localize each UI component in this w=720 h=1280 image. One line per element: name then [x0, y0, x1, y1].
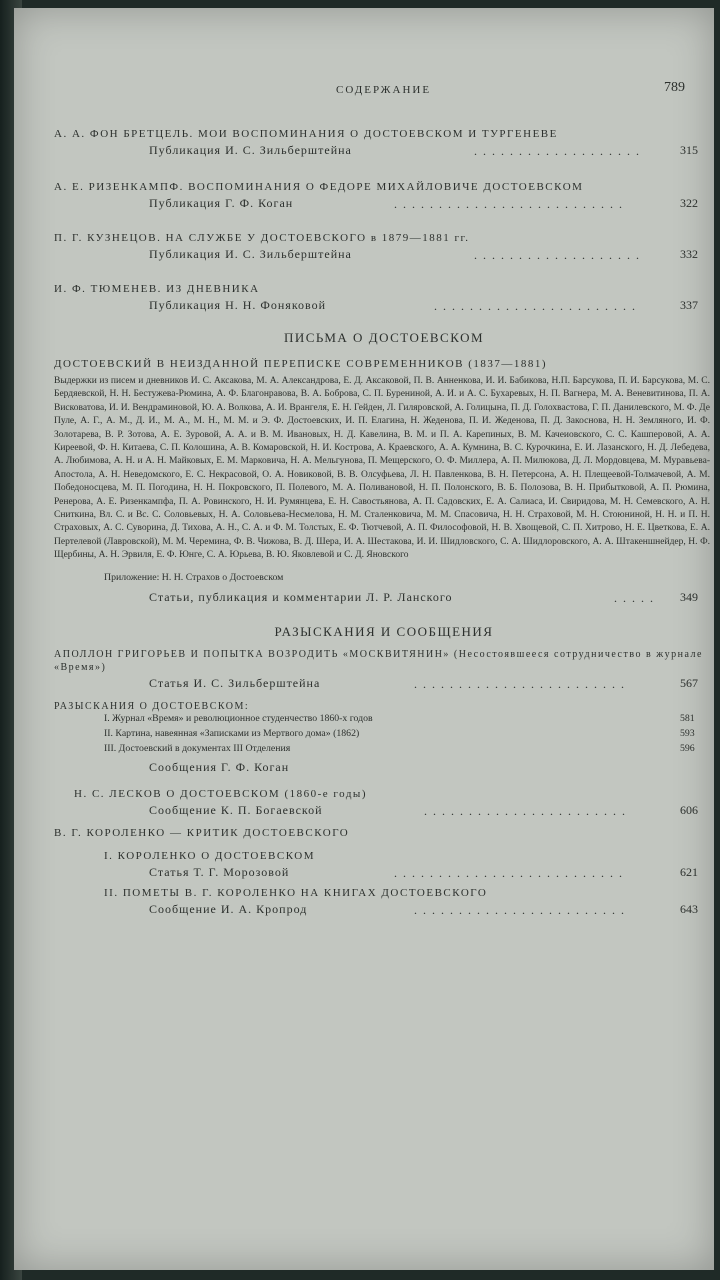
entry-publisher: Статья И. С. Зильберштейна — [149, 675, 321, 690]
entry-publisher: Статьи, публикация и комментарии Л. Р. Ланского — [149, 589, 453, 604]
entry-title: А. А. ФОН БРЕТЦЕЛЬ. МОИ ВОСПОМИНАНИЯ О ДОСТОЕВСКОМ И ТУРГЕНЕВЕ — [54, 128, 558, 140]
entry-title: П. Г. КУЗНЕЦОВ. НА СЛУЖБЕ У ДОСТОЕВСКОГО в 1879—1881 гг. — [54, 232, 470, 244]
leader-dots: ....................... — [424, 803, 631, 818]
entry-line — [54, 296, 714, 316]
entry-publisher: Публикация И. С. Зильберштейна — [149, 143, 352, 157]
entry-page: 567 — [680, 675, 698, 690]
toc-entry — [54, 128, 714, 161]
entry-line — [54, 194, 714, 214]
toc-entry — [54, 181, 714, 214]
research-item — [54, 743, 714, 758]
entry-publisher: Публикация Н. Н. Фоняковой — [149, 298, 327, 312]
research-item-title: II. Картина, навеянная «Записками из Мертвого дома» (1862) — [104, 727, 360, 739]
leader-dots: ....................... — [434, 299, 641, 313]
entry-publisher: Статья Т. Г. Морозовой — [149, 864, 290, 879]
entry-page: 643 — [680, 901, 698, 916]
entry-publisher: Сообщения Г. Ф. Коган — [149, 759, 290, 774]
research-item-title: III. Достоевский в документах III Отделения — [104, 742, 291, 754]
book-page — [14, 8, 714, 1270]
entry-publisher: Публикация Г. Ф. Коган — [149, 196, 294, 210]
entry-publisher: Сообщение К. П. Богаевской — [149, 802, 323, 817]
entry-page: 596 — [680, 742, 695, 754]
letters-description: Выдержки из писем и дневников И. С. Аксакова, М. А. Александрова, Е. Д. Аксаковой, П. В. Анненкова, И. И. Бабикова, Н.П. Барсукова, П. И. Барсукова, М. С. Бердяевской, Н. Н. Бестужева-Рюмина, А. Ф. Благонравова, В. А. Боброва, С. П. Бурениной, А. И. и А. С. Бухаревых, Н. П. Вагнера, М. А. Веневитинова, П. А. Висковатова, И. И. Вендраминовой, Ю. А. Волкова, А. И. Врангеля, Е. Н. Гейден, Л. Гиляровской, А. Голицына, П. Д. Голохвастова, Г. П. Данилевского, М. Ф. Де Пуле, А. Г., А. М., Д. И., М. А., М. Н., М. М. и Э. Ф. Достоевских, И. П. Елагина, Н. Жеденова, П. И. Жеденова, П. Д. Закоснова, Н. Н. Земляного, И. Ф. Золотарева, В. Р. Зотова, А. Е. Зуровой, А. А. и В. М. Ивановых, Н. Д. Кавелина, В. М. и П. А. Карепиных, В. М. Качеиовского, С. С. Кашперовой, А. А. Киреевой, Ф. Н. Китаева, С. П. Колошина, А. В. Комаровской, Н. И. Кострова, А. Краевского, А. А. Кумнина, В. С. Курочкина, Е. И. Лазанского, Н. Д. Лебедева, А. Любимова, А. Н. и А. Н. Майковых, Е. М. Марковича, Н. А. Мельгунова, П. Мещерского, О. Ф. Миллера, А. П. Милюкова, Д. Л. Мордовцева, М. Муравьева-Апостола, А. Н. Неведомского, Е. С. Некрасовой, О. А. Новиковой, В. В. Олсуфьева, Л. Н. Павленкова, В. Н. Петерсона, А. Н. Плещеевой-Толмачевой, А. М. Победоносцева, М. П. Погодина, Н. Н. Покровского, П. Полевого, М. А. Поливановой, Н. П. Полонского, В. Б. Полозова, В. Н. Прибытковой, А. П. Рюмина, Ренерова, А. Е. Ризенкампфа, П. А. Ровинского, Н. И. Румянцева, Е. Н. Савостьянова, А. П. Садовских, Е. А. Салиаса, И. Свиридова, М. Н. Семевского, А. Н. Сниткина, Вл. С. и Вс. С. Соловьевых, Н. А. Соловьева-Несмелова, Н. М. Сталенковича, М. М. Спасовича, Н. Н. Страховой, М. Н. Стоюниной, Н. Н. и П. Н. Страховых, А. С. Суворина, Д. Тихова, А. Н., С. А. и Ф. М. Толстых, Е. Ф. Тютчевой, А. П. Философовой, Н. В. Хвощевой, С. П. Хитрово, Н. Е. Цветкова, Е. А. Пертелевой (Лавровской), М. М. Черемина, Ф. В. Чижова, В. Д. Шера, И. А. Шестакова, И. И. Шидловского, С. А. Шидлоровского, А. А. Штакеншнейдер, Н. Ф. Щербины, А. Н. Эрвиля, Е. Ф. Юнге, С. А. Юрьева, В. Ю. Яковлевой и С. Д. Яновского — [54, 376, 710, 561]
entry-page: 593 — [680, 727, 695, 739]
research-item-title: I. Журнал «Время» и революционное студенчество 1860-х годов — [104, 712, 373, 724]
entry-line — [54, 863, 714, 883]
appendix-note: Приложение: Н. Н. Страхов о Достоевском — [104, 571, 284, 583]
entry-page: 332 — [680, 247, 698, 261]
section-heading-research: РАЗЫСКАНИЯ И СООБЩЕНИЯ — [274, 623, 494, 639]
entry-page: 349 — [680, 589, 698, 604]
research-item — [54, 713, 714, 728]
entry-page: 581 — [680, 712, 695, 724]
research-item — [54, 728, 714, 743]
entry-line — [54, 900, 714, 920]
entry-page: 606 — [680, 802, 698, 817]
section-heading-letters: ПИСЬМА О ДОСТОЕВСКОМ — [283, 330, 485, 345]
leader-dots: ................... — [474, 248, 645, 262]
entry-title: АПОЛЛОН ГРИГОРЬЕВ И ПОПЫТКА ВОЗРОДИТЬ «МОСКВИТЯНИН» (Несостоявшееся сотрудничество в журнале «Время») — [54, 648, 703, 673]
entry-line — [54, 801, 714, 821]
entry-page: 322 — [680, 196, 698, 210]
leader-dots: ..... — [614, 590, 659, 605]
toc-entry — [54, 232, 714, 265]
entry-page: 315 — [680, 143, 698, 157]
leader-dots: ........................ — [414, 676, 630, 691]
leader-dots: ................... — [474, 144, 645, 158]
table-of-contents — [54, 78, 714, 920]
entry-title: А. Е. РИЗЕНКАМПФ. ВОСПОМИНАНИЯ О ФЕДОРЕ МИХАЙЛОВИЧЕ ДОСТОЕВСКОМ — [54, 181, 584, 193]
entry-line — [54, 141, 714, 161]
entry-title: В. Г. КОРОЛЕНКО — КРИТИК ДОСТОЕВСКОГО — [54, 826, 350, 839]
entry-subtitle: I. КОРОЛЕНКО О ДОСТОЕВСКОМ — [104, 849, 316, 862]
research-heading: РАЗЫСКАНИЯ О ДОСТОЕВСКОМ: — [54, 700, 250, 712]
toc-entry — [54, 283, 714, 316]
leader-dots: ........................ — [414, 902, 630, 917]
entry-publisher: Публикация И. С. Зильберштейна — [149, 247, 352, 261]
page-number: 789 — [664, 80, 685, 95]
entry-line — [54, 588, 714, 608]
entry-title: Н. С. ЛЕСКОВ О ДОСТОЕВСКОМ (1860-е годы) — [74, 787, 367, 800]
entry-page: 621 — [680, 864, 698, 879]
entry-subtitle: II. ПОМЕТЫ В. Г. КОРОЛЕНКО НА КНИГАХ ДОСТОЕВСКОГО — [104, 886, 488, 899]
entry-page: 337 — [680, 298, 698, 312]
entry-publisher: Сообщение И. А. Кропрод — [149, 901, 308, 916]
entry-title: ДОСТОЕВСКИЙ В НЕИЗДАННОЙ ПЕРЕПИСКЕ СОВРЕМЕННИКОВ (1837—1881) — [54, 358, 548, 370]
entry-line — [54, 245, 714, 265]
leader-dots: .......................... — [394, 865, 628, 880]
entry-title: И. Ф. ТЮМЕНЕВ. ИЗ ДНЕВНИКА — [54, 283, 260, 295]
leader-dots: .......................... — [394, 197, 628, 211]
entry-line — [54, 758, 714, 778]
running-head — [54, 78, 714, 108]
entry-line — [54, 674, 714, 694]
running-head-title: СОДЕРЖАНИЕ — [336, 84, 432, 96]
